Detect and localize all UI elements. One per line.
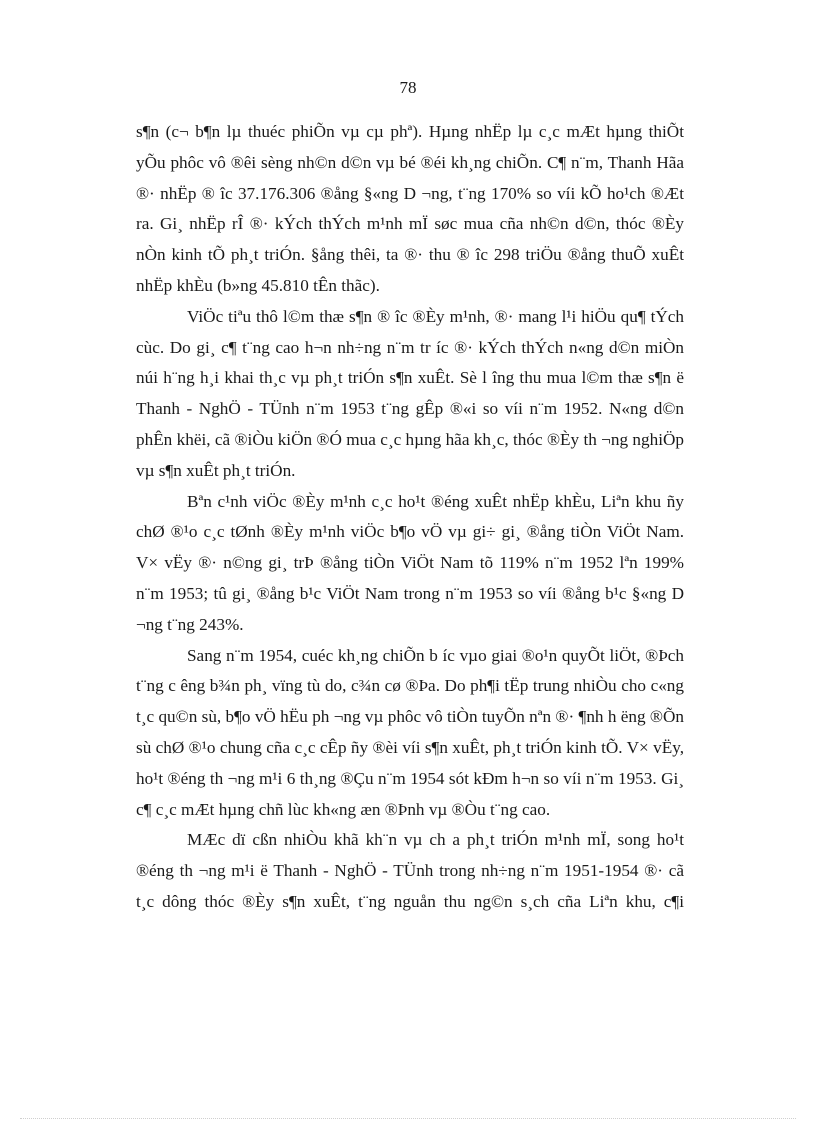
body-text <box>136 117 684 918</box>
paragraph-4: Sang n¨m 1954, cuéc kh¸ng chiÕn b íc vµo giai ®o¹n quyÕt liÖt, ®Þch t¨ng c êng b¾n ph¸ vïng tù do, c¾n cø ®Þa. Do ph¶i tËp trung nhiÒu cho c«ng t¸c qu©n sù, b¶o vÖ hËu ph ¬ng vµ phôc vô tiÒn tuyÕn nªn ®· ¶nh h ëng ®Õn sù chØ ®¹o chung cña c¸c cÊp ñy ®èi víi s¶n xuÊt, ph¸t triÓn kinh tÕ. V× vËy, ho¹t ®éng th ¬ng m¹i 6 th¸ng ®Çu n¨m 1954 sót kÐm h¬n so víi n¨m 1953. Gi¸ c¶ c¸c mÆt hµng chñ lùc kh«ng æn ®Þnh vµ ®Òu t¨ng cao. <box>136 645 684 819</box>
paragraph-3: Bªn c¹nh viÖc ®Èy m¹nh c¸c ho¹t ®éng xuÊt nhËp khÈu, Liªn khu ñy chØ ®¹o c¸c tØnh ®Èy m¹nh viÖc b¶o vÖ vµ gi÷ gi¸ ®ång tiÒn ViÖt Nam. V× vËy ®· n©ng gi¸ trÞ ®ång tiÒn ViÖt Nam tõ 119% n¨m 1952 lªn 199% n¨m 1953; tû gi¸ ®ång b¹c ViÖt Nam trong n¨m 1953 so víi ®ång b¹c §«ng D ¬ng t¨ng 243%. <box>136 491 684 634</box>
paragraph-5: MÆc dï cßn nhiÒu khã kh¨n vµ ch a ph¸t triÓn m¹nh mÏ, song ho¹t ®éng th ¬ng m¹i ë Thanh - NghÖ - TÜnh trong nh÷ng n¨m 1951-1954 ®· cã t¸c dông thóc ®Èy s¶n xuÊt, t¨ng nguån thu ng©n s¸ch cña Liªn khu, c¶i <box>136 830 684 911</box>
paragraph-2: ViÖc tiªu thô l©m thæ s¶n ® îc ®Èy m¹nh, ®· mang l¹i hiÖu qu¶ tÝch cùc. Do gi¸ c¶ t¨ng cao h¬n nh÷ng n¨m tr íc ®· kÝch thÝch n«ng d©n miÒn núi h¨ng h¸i khai th¸c vµ ph¸t triÓn s¶n xuÊt. Sè l îng thu mua l©m thæ s¶n ë Thanh - NghÖ - TÜnh n¨m 1953 t¨ng gÊp ®«i so víi n¨m 1952. N«ng d©n phÊn khëi, cã ®iÒu kiÖn ®Ó mua c¸c hµng hãa kh¸c, thóc ®Èy th ¬ng nghiÖp vµ s¶n xuÊt ph¸t triÓn. <box>136 306 684 480</box>
paragraph-1: s¶n (c¬ b¶n lµ thuéc phiÕn vµ cµ phª). Hµng nhËp lµ c¸c mÆt hµng thiÕt yÕu phôc vô ®êi sèng nh©n d©n vµ bé ®éi kh¸ng chiÕn. C¶ n¨m, Thanh Hãa ®· nhËp ® îc 37.176.306 ®ång §«ng D ¬ng, t¨ng 170% so víi kÕ ho¹ch ®Æt ra. Gi¸ nhËp rÎ ®· kÝch thÝch m¹nh mÏ søc mua cña nh©n d©n, thóc ®Èy nÒn kinh tÕ ph¸t triÓn. §ång thêi, ta ®· thu ® îc 298 triÖu ®ång thuÕ xuÊt nhËp khÈu (b»ng 45.810 tÊn thãc). <box>136 122 684 295</box>
page-number: 78 <box>399 78 417 97</box>
page-bottom-divider <box>20 1118 796 1119</box>
